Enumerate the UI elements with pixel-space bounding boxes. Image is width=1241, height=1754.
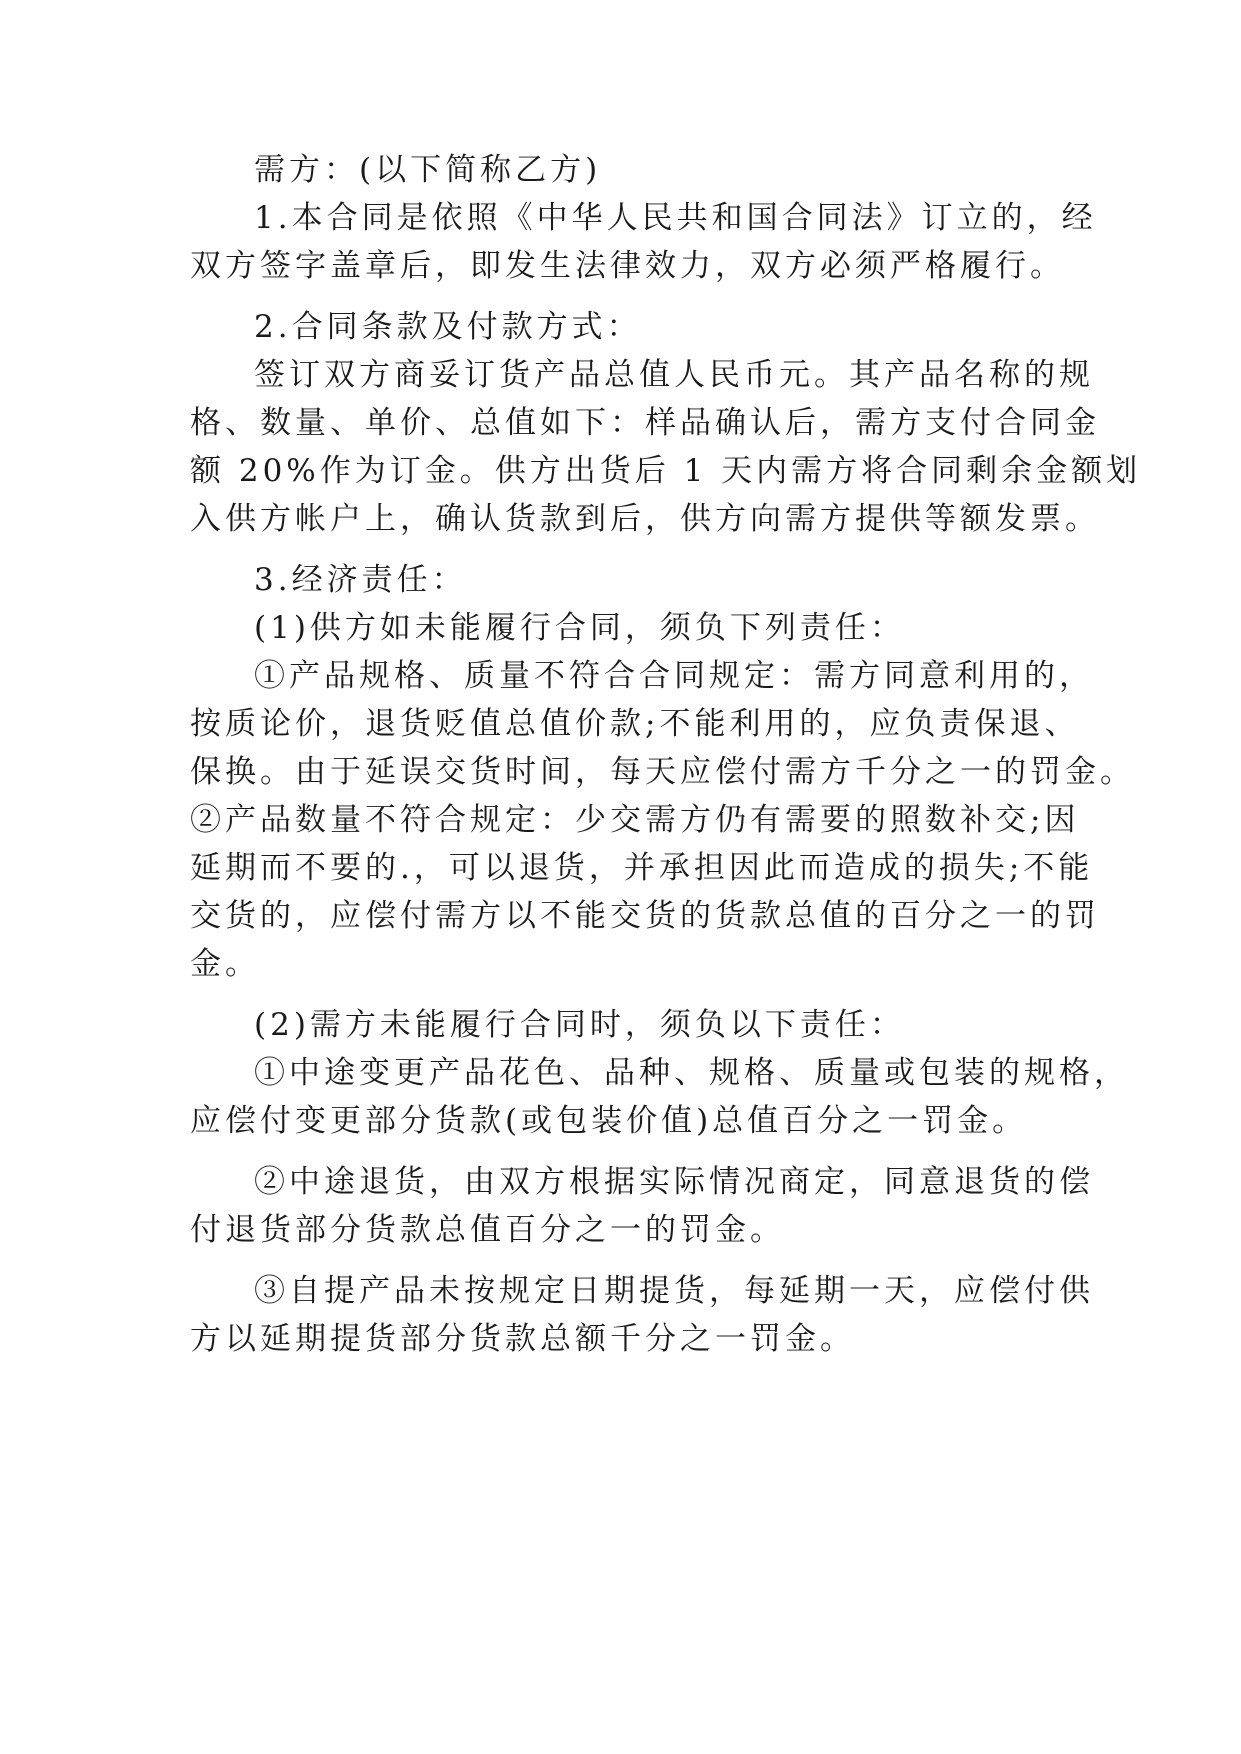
clause-3-2-heading: (2)需方未能履行合同时，须负以下责任： xyxy=(254,1007,905,1043)
clause-3-1-item-2-line-4: 金。 xyxy=(190,946,260,982)
clause-3-1-heading: (1)供方如未能履行合同，须负下列责任： xyxy=(254,610,905,646)
clause-2-line-4: 入供方帐户上，确认货款到后，供方向需方提供等额发票。 xyxy=(190,501,1100,537)
clause-3-2-item-2-line-2: 付退货部分货款总值百分之一的罚金。 xyxy=(190,1212,785,1248)
clause-2-line-3: 额 20%作为订金。供方出货后 1 天内需方将合同剩余金额划 xyxy=(190,453,1142,489)
clause-1-line-2: 双方签字盖章后，即发生法律效力，双方必须严格履行。 xyxy=(190,248,1065,284)
clause-3-1-item-2-line-1: ②产品数量不符合规定：少交需方仍有需要的照数补交;因 xyxy=(190,802,1080,838)
clause-3-1-item-1-line-1: ①产品规格、质量不符合合同规定：需方同意利用的， xyxy=(254,658,1094,694)
clause-3-2-item-2-line-1: ②中途退货，由双方根据实际情况商定，同意退货的偿 xyxy=(254,1164,1094,1200)
clause-3-2-item-1-line-2: 应偿付变更部分货款(或包装价值)总值百分之一罚金。 xyxy=(190,1103,1028,1139)
clause-2-line-2: 格、数量、单价、总值如下：样品确认后，需方支付合同金 xyxy=(190,405,1100,441)
para-buyer-heading: 需方：(以下简称乙方) xyxy=(254,152,602,188)
clause-3-heading: 3.经济责任： xyxy=(254,562,467,598)
clause-2-line-1: 签订双方商妥订货产品总值人民币元。其产品名称的规 xyxy=(254,357,1094,393)
clause-3-2-item-3-line-1: ③自提产品未按规定日期提货，每延期一天，应偿付供 xyxy=(254,1273,1094,1309)
clause-1-line-1: 1.本合同是依照《中华人民共和国合同法》订立的，经 xyxy=(254,200,1097,236)
clause-3-2-item-3-line-2: 方以延期提货部分货款总额千分之一罚金。 xyxy=(190,1321,855,1357)
clause-3-2-item-1-line-1: ①中途变更产品花色、品种、规格、质量或包装的规格， xyxy=(254,1055,1129,1091)
clause-3-1-item-2-line-2: 延期而不要的.，可以退货，并承担因此而造成的损失;不能 xyxy=(190,850,1094,886)
clause-3-1-item-1-line-2: 按质论价，退货贬值总值价款;不能利用的，应负责保退、 xyxy=(190,706,1080,742)
clause-3-1-item-1-line-3: 保换。由于延误交货时间，每天应偿付需方千分之一的罚金。 xyxy=(190,754,1135,790)
clause-2-heading: 2.合同条款及付款方式： xyxy=(254,309,642,345)
clause-3-1-item-2-line-3: 交货的，应偿付需方以不能交货的货款总值的百分之一的罚 xyxy=(190,898,1100,934)
